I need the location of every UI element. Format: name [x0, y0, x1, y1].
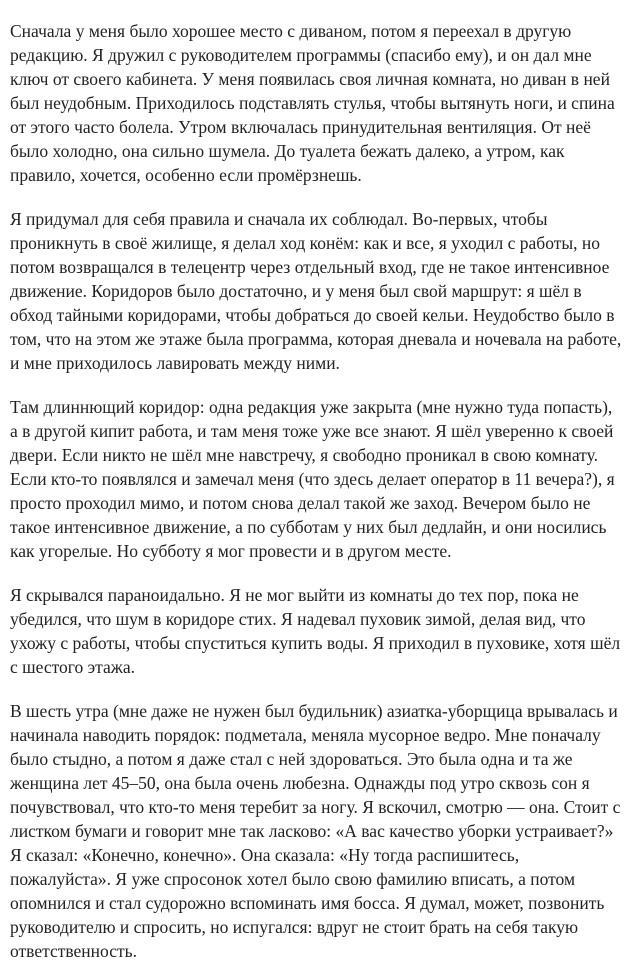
- paragraph-4: Я скрывался параноидально. Я не мог выйти из комнаты до тех пор, пока не убедился, что шум в коридоре стих. Я надевал пуховик зимой, делая вид, что ухожу с работы, чтобы спуститься купить воды. Я приходил в пуховике, хотя шёл с шестого этажа.: [10, 585, 621, 677]
- paragraph-3: Там длиннющий коридор: одна редакция уже закрыта (мне нужно туда попасть), а в другой кипит работа, и там меня тоже уже все знают. Я шёл уверенно к своей двери. Если никто не шёл мне навстречу, я свободно проникал в свою комнату. Если кто-то появлялся и замечал меня (что здесь делает оператор в 11 вечера?), я просто проходил мимо, и потом снова делал такой же заход. Вечером было не такое интенсивное движение, а по субботам у них был дедлайн, и они носились как угорелые. Но субботу я мог провести и в другом месте.: [10, 397, 615, 561]
- paragraph-1: Сначала у меня было хорошее место с диваном, потом я переехал в другую редакцию. Я дружил с руководителем программы (спасибо ему), и он дал мне ключ от своего кабинета. У меня появилась своя личная комната, но диван в ней был неудобным. Приходилось подставлять стулья, чтобы вытянуть ноги, и спина от этого часто болела. Утром включалась принудительная вентиляция. От неё было холодно, она сильно шумела. До туалета бежать далеко, а утром, как правило, хочется, особенно если промёрзнешь.: [10, 21, 615, 185]
- paragraph-2: Я придумал для себя правила и сначала их соблюдал. Во-первых, чтобы проникнуть в своё жилище, я делал ход конём: как и все, я уходил с работы, но потом возвращался в телецентр через отдельный вход, где не такое интенсивное движение. Коридоров было достаточно, и у меня был свой маршрут: я шёл в обход тайными коридорами, чтобы добраться до своей кельи. Неудобство было в том, что на этом же этаже была программа, которая дневала и ночевала на работе, и мне приходилось лавировать между ними.: [10, 209, 622, 373]
- paragraph-5: В шесть утра (мне даже не нужен был будильник) азиатка-уборщица врывалась и начинала наводить порядок: подметала, меняла мусорное ведро. Мне поначалу было стыдно, а потом я даже стал с ней здороваться. Это была одна и та же женщина лет 45–50, она была очень любезна. Однажды под утро сквозь сон я почувствовал, что кто-то меня теребит за ногу. Я вскочил, смотрю — она. Стоит с листком бумаги и говорит мне так ласково: «А вас качество уборки устраивает?» Я сказал: «Конечно, конечно». Она сказала: «Ну тогда распишитесь, пожалуйста». Я уже спросонок хотел было свою фамилию вписать, а потом опомнился и стал судорожно вспоминать имя босса. Я думал, может, позвонить руководителю и спросить, но испугался: вдруг не стоит брать на себя такую ответственность.: [10, 701, 621, 961]
